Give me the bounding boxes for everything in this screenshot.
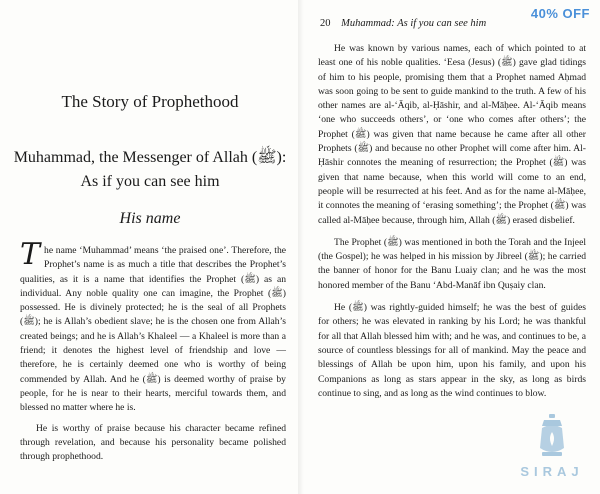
right-body-text bbox=[318, 42, 586, 409]
logo-text: SIRAJ bbox=[520, 464, 584, 479]
lantern-icon bbox=[512, 412, 592, 464]
drop-cap: T bbox=[20, 237, 41, 272]
left-body-text bbox=[20, 237, 286, 470]
running-header-title: Muhammad: As if you can see him bbox=[341, 18, 487, 29]
chapter-title-line2: As if you can see him bbox=[80, 173, 220, 190]
right-paragraph-1: He was known by various names, each of which pointed to at least one of his noble qualities. ‘Eesa (Jesus) (ﷺ) gave glad tidings of him to his people, promising them that a Prophet named Aḥmad was soon going to be sent to guide mankind to the truth. A few of his other names are al-‘Āqib, al-Ḥāshir, and al-Māḥee. Al-‘Āqib means ‘one who succeeds others’, or ‘one who comes after others’; the Prophet (ﷺ) was given that name because he came after all other Prophets (ﷺ) and because no other Prophet will come after him. Al-Ḥāshir connotes the meaning of resurrection; the Prophet (ﷺ) was given that name because, when this world will come to an end, people will be resurrected at his feet. And as for the name al-Māḥee, it connotes the meaning of ‘erasing something’; the Prophet (ﷺ) was called al-Māḥee because, through him, Allah (ﷺ) erased disbelief. bbox=[318, 43, 587, 226]
right-paragraph-3: He (ﷺ) was rightly-guided himself; he was the best of guides for others; he was elevated in ranking by his Lord; he was thankful for all that Allah blessed him with; and he was, and continues to be, a source of countless blessings for all of mankind. May the peace and blessings of Allah be upon him, upon his family, and upon his Companions as long as stars appear in the sky, as long as birds continue to sing, and as long as the wind continues to blow. bbox=[318, 302, 586, 399]
left-paragraph-2: He is worthy of praise because his character became refined through revelation, and because his personality became polished through prophethood. bbox=[20, 422, 286, 463]
running-header bbox=[320, 18, 486, 29]
siraj-logo bbox=[512, 412, 592, 486]
left-paragraph-1 bbox=[20, 237, 286, 416]
left-paragraph-1-text: he name ‘Muhammad’ means ‘the praised one’. Therefore, the Prophet’s name is as much a title that describes the Prophet’s qualities, as it is a name that identifies the Prophet (ﷺ) as an individual. Any noble quality one can imagine, the Prophet (ﷺ) possessed. He is divinely protected; he is the seal of all Prophets (ﷺ); he is Allah’s obedient slave; he is the chosen one from Allah’s created beings; and he is Allah’s Khaleel — a Khaleel is more than a friend; it denotes the highest level of friendship and love — therefore, he is certainly deemed one who is worthy of being commended by Allah. And he (ﷺ) is deemed worthy of praise by people, for he is near to their hearts, merciful towards them, and blessed no matter where he is. bbox=[20, 245, 286, 414]
chapter-title-line1: Muhammad, the Messenger of Allah (ﷺ): bbox=[13, 149, 287, 166]
section-title: His name bbox=[119, 210, 181, 227]
page-number: 20 bbox=[320, 18, 331, 29]
discount-badge: 40% OFF bbox=[530, 6, 590, 21]
right-paragraph-2: The Prophet (ﷺ) was mentioned in both the Torah and the Injeel (the Gospel); he was helped in his mission by Jibreel (ﷺ); he carried the banner of honor for the Banu Luaiy clan; and he was the most honored member of the Banu ‘Abd-Manāf ibn Quṣaiy clan. bbox=[318, 236, 586, 291]
story-title: The Story of Prophethood bbox=[61, 92, 239, 111]
chapter-title bbox=[0, 146, 300, 194]
